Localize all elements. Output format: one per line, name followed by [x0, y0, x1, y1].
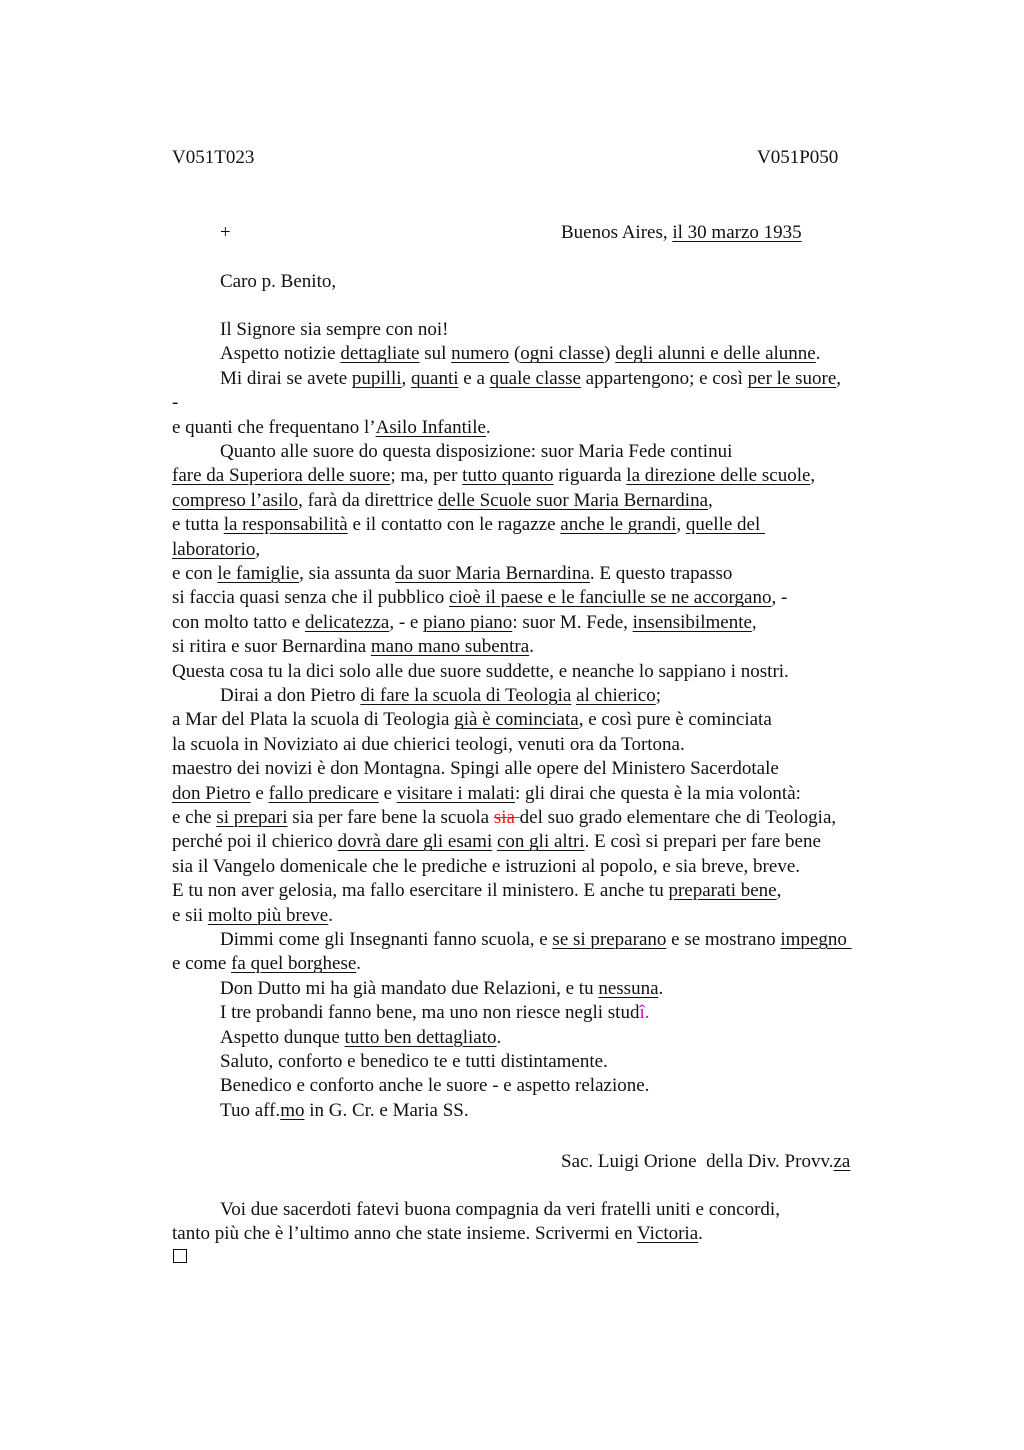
- text-run: Quanto alle suore do questa disposizione: suor Maria Fede continui: [220, 441, 733, 462]
- text-run: Dirai a don Pietro: [220, 685, 361, 706]
- underlined-text: si prepari: [216, 807, 288, 828]
- text-run: Benedico e conforto anche le suore - e aspetto relazione.: [220, 1075, 650, 1097]
- body-line: [172, 855, 800, 879]
- text-run: Aspetto notizie: [220, 343, 341, 365]
- underlined-text: mano mano subentra: [370, 636, 530, 658]
- underlined-text: se si preparano: [552, 929, 667, 950]
- underlined-text: di fare la scuola di Teologia: [360, 685, 572, 706]
- body-line: [172, 782, 801, 806]
- text-run: Saluto, conforto e benedico te e tutti distintamente.: [220, 1051, 608, 1072]
- body-line: [220, 440, 732, 464]
- body-line: [220, 342, 820, 366]
- text-run: e: [378, 782, 397, 804]
- signature-suffix: za: [833, 1151, 851, 1172]
- body-line: [172, 806, 836, 830]
- underlined-text: per le suore: [747, 367, 837, 389]
- body-line: [172, 416, 491, 440]
- text-run: , - e: [389, 611, 424, 633]
- underlined-text: don Pietro: [172, 782, 251, 804]
- underlined-text: da suor Maria Bernardina: [395, 563, 590, 584]
- body-line: [172, 904, 333, 928]
- underlined-text: quale classe: [489, 367, 581, 389]
- text-run: e a: [458, 367, 490, 389]
- text-run: si faccia quasi senza che il pubblico: [172, 587, 449, 609]
- text-run: . E così si prepari per fare bene: [584, 831, 821, 853]
- underlined-text: tutto ben dettagliato: [344, 1026, 497, 1048]
- underlined-text: visitare i malati: [396, 782, 515, 804]
- body-line: [220, 928, 852, 952]
- body-line: [172, 562, 732, 586]
- text-run: maestro dei novizi è don Montagna. Spingi alle opere del Ministero Sacerdotale: [172, 758, 779, 780]
- underlined-text: la responsabilità: [223, 514, 348, 536]
- salutation: Caro p. Benito,: [220, 271, 337, 292]
- body-line: [172, 708, 772, 732]
- text-run: con molto tatto e: [172, 611, 305, 633]
- header-place: Buenos Aires,: [561, 222, 673, 243]
- underlined-text: laboratorio: [172, 538, 256, 560]
- text-run: e sii: [172, 904, 208, 926]
- text-run: perché poi il chierico: [172, 831, 338, 853]
- body-line: [172, 586, 787, 610]
- text-run: ,: [810, 465, 816, 487]
- deleted-text: sia: [493, 807, 520, 828]
- text-run: .: [658, 977, 664, 999]
- body-line: [220, 684, 661, 708]
- underlined-text: degli alunni e delle alunne: [615, 343, 816, 365]
- text-run: sia per fare bene la scuola: [287, 807, 494, 828]
- body-line: [220, 318, 448, 342]
- body-line: [172, 952, 361, 976]
- text-run: ,: [401, 367, 412, 389]
- text-run: .: [485, 416, 491, 438]
- text-run: ;: [655, 685, 661, 706]
- text-run: : suor M. Fede,: [512, 611, 633, 633]
- body-line: [172, 464, 815, 488]
- text-run: ,: [708, 489, 713, 511]
- text-run: la scuola in Noviziato ai due chierici teologi, venuti ora da Tortona.: [172, 733, 685, 755]
- text-run: I tre probandi fanno bene, ma uno non riesce negli stud: [220, 1002, 640, 1024]
- text-run: , sia assunta: [299, 563, 396, 584]
- body-line: [172, 513, 765, 537]
- underlined-text: insensibilmente: [632, 611, 752, 633]
- body-line: [220, 977, 663, 1001]
- text-run: .: [698, 1223, 703, 1245]
- underlined-text: cioè il paese e le fanciulle se ne accorgano: [448, 587, 772, 609]
- underlined-text: mo: [280, 1099, 305, 1121]
- text-run: e che: [172, 807, 217, 828]
- body-line: [220, 367, 841, 391]
- signature: [561, 1150, 850, 1174]
- underlined-text: con gli altri: [497, 831, 585, 853]
- underlined-text: ogni classe: [520, 343, 605, 365]
- text-run: e con: [172, 563, 218, 584]
- text-run: riguarda: [553, 465, 627, 487]
- underlined-text: molto più breve: [207, 904, 329, 926]
- text-run: Aspetto dunque: [220, 1026, 345, 1048]
- text-run: .: [815, 343, 821, 365]
- body-line: [220, 1001, 650, 1025]
- body-line: [172, 733, 685, 757]
- text-run: Dimmi come gli Insegnanti fanno scuola, e: [220, 929, 553, 950]
- text-run: si ritira e suor Bernardina: [172, 636, 371, 658]
- underlined-text: già è cominciata: [454, 709, 579, 731]
- text-run: , e così pure è cominciata: [578, 709, 772, 731]
- text-run: , -: [771, 587, 788, 609]
- text-run: sul: [419, 343, 452, 365]
- text-run: Don Dutto mi ha già mandato due Relazioni, e tu: [220, 977, 599, 999]
- text-run: sia il Vangelo domenicale che le prediche e istruzioni al popolo, e sia breve, breve.: [172, 855, 801, 877]
- text-run: .: [328, 904, 333, 926]
- archive-code-left: V051T023: [172, 147, 255, 168]
- text-run: .: [529, 636, 534, 658]
- underlined-text: quelle del: [685, 514, 765, 536]
- underlined-text: dovrà dare gli esami: [337, 831, 493, 853]
- text-run: ,: [676, 514, 686, 536]
- text-run: Il Signore sia sempre con noi!: [220, 319, 449, 340]
- body-line: [172, 538, 260, 562]
- text-run: (: [509, 343, 521, 365]
- text-run: Tuo aff.: [220, 1099, 281, 1121]
- underlined-text: al chierico: [576, 685, 656, 706]
- text-run: del suo grado elementare che di Teologia,: [519, 807, 837, 828]
- underlined-text: compreso l’asilo: [172, 489, 299, 511]
- underlined-text: anche le grandi: [560, 514, 677, 536]
- text-run: Questa cosa tu la dici solo alle due suore suddette, e neanche lo sappiano i nostri.: [172, 660, 789, 682]
- body-line: [172, 830, 821, 854]
- underlined-text: Victoria: [637, 1223, 699, 1245]
- body-line: [220, 1099, 469, 1123]
- text-run: .: [356, 953, 362, 975]
- text-run: ; ma, per: [390, 465, 463, 487]
- text-run: . E questo trapasso: [589, 563, 733, 584]
- header-date: il 30 marzo 1935: [672, 222, 802, 243]
- text-run: appartengono; e così: [580, 367, 748, 389]
- text-run: Mi dirai se avete: [220, 367, 352, 389]
- text-run: a Mar del Plata la scuola di Teologia: [172, 709, 455, 731]
- text-run: ,: [836, 367, 842, 389]
- underlined-text: fallo predicare: [268, 782, 379, 804]
- underlined-text: delicatezza: [304, 611, 390, 633]
- text-run: e tutta: [172, 514, 224, 536]
- underlined-text: le famiglie: [217, 563, 300, 584]
- text-run: e quanti che frequentano l’: [172, 416, 376, 438]
- underlined-text: tutto quanto: [462, 465, 554, 487]
- archive-code-right: V051P050: [757, 147, 839, 168]
- underlined-text: la direzione delle scuole: [626, 465, 811, 487]
- body-line: [172, 757, 779, 781]
- body-line: [172, 391, 178, 415]
- underlined-text: quanti: [411, 367, 459, 389]
- body-line: [220, 1074, 649, 1098]
- text-run: .: [496, 1026, 502, 1048]
- highlighted-char: .: [644, 1002, 650, 1024]
- text-run: tanto più che è l’ultimo anno che state insieme. Scrivermi en: [172, 1223, 638, 1245]
- signature-text: Sac. Luigi Orione della Div. Provv.: [561, 1151, 834, 1172]
- body-line: [220, 1050, 608, 1074]
- highlighted-char: î: [639, 1002, 645, 1024]
- text-run: Voi due sacerdoti fatevi buona compagnia da veri fratelli uniti e concordi,: [220, 1199, 780, 1220]
- end-mark-box: [173, 1249, 187, 1263]
- text-run: -: [172, 392, 179, 414]
- body-line: [172, 489, 713, 513]
- underlined-text: Asilo Infantile: [375, 416, 486, 438]
- text-run: in G. Cr. e Maria SS.: [304, 1099, 469, 1121]
- text-run: , farà da direttrice: [298, 489, 438, 511]
- underlined-text: numero: [451, 343, 510, 365]
- body-line: [172, 611, 757, 635]
- underlined-text: dettagliate: [340, 343, 420, 365]
- underlined-text: preparati bene: [668, 880, 777, 902]
- header-place-date: [561, 221, 802, 245]
- text-run: e il contatto con le ragazze: [347, 514, 561, 536]
- body-line: [172, 635, 534, 659]
- underlined-text: nessuna: [598, 977, 659, 999]
- underlined-text: delle Scuole suor Maria Bernardina: [437, 489, 709, 511]
- underlined-text: piano piano: [423, 611, 513, 633]
- underlined-text: pupilli: [351, 367, 402, 389]
- text-run: ,: [751, 611, 757, 633]
- header-cross: +: [220, 222, 231, 243]
- text-run: e se mostrano: [666, 929, 781, 950]
- text-run: e come: [172, 953, 232, 975]
- text-run: e: [250, 782, 269, 804]
- text-run: E tu non aver gelosia, ma fallo esercitare il ministero. E anche tu: [172, 880, 669, 902]
- underlined-text: fa quel borghese: [231, 953, 357, 975]
- text-run: ,: [255, 538, 261, 560]
- body-line: [220, 1026, 501, 1050]
- underlined-text: fare da Superiora delle suore: [172, 465, 391, 487]
- postscript-line: [220, 1198, 780, 1222]
- body-line: [172, 660, 789, 684]
- text-run: : gli dirai che questa è la mia volontà:: [514, 782, 801, 804]
- underlined-text: impegno: [780, 929, 852, 950]
- body-line: [172, 879, 781, 903]
- text-run: ): [604, 343, 616, 365]
- postscript-line: [172, 1222, 703, 1246]
- text-run: ,: [776, 880, 782, 902]
